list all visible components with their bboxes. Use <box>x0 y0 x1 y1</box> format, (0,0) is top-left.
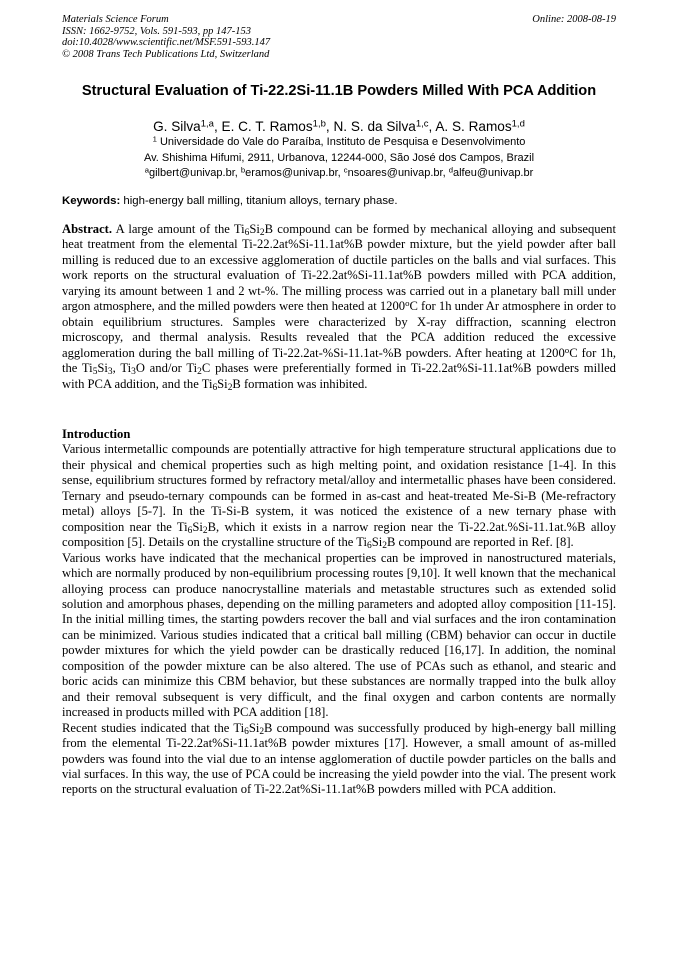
subscript: 6 <box>244 726 249 737</box>
affiliation-line-1: $^1$ Universidade do Vale do Paraíba, Instituto de Pesquisa e Desenvolvimento <box>152 134 526 148</box>
author <box>153 119 214 134</box>
affiliation-line-2: Av. Shishima Hifumi, 2911, Urbanova, 12244-000, São José dos Campos, Brazil <box>143 151 535 164</box>
text-run: B compound can be formed by mechanical alloying and subsequent heat treatment from the elemental Ti-22.2at%Si-11.1at%B powder mixture, but the yield powder after ball milling is reduced due to an excessive agglomeration of ductile particles on the balls and vial surfaces. This work reports on the structural evaluation of Ti-22.2at%Si-11.1at%B powders milled with PCA addition, varying its amount between 1 and 2 wt-%. The milling process was carried out in a planetary ball mill under argon atmosphere, and the milled powders were then heated at 1200 <box>62 222 616 314</box>
subscript: 6 <box>367 541 372 552</box>
subscript: 2 <box>202 525 208 536</box>
author <box>222 119 326 134</box>
author-affil-mark: 1,d <box>511 118 525 130</box>
author-name: A. S. Ramos <box>435 119 512 134</box>
keywords-text: high-energy ball milling, titanium alloys, ternary phase. <box>123 195 398 207</box>
text-run: , Ti <box>112 361 132 376</box>
issn-line: ISSN: 1662-9752, Vols. 591-593, pp 147-153 <box>62 25 251 37</box>
text-run: Si <box>97 361 108 376</box>
author-affil-mark: 1,b <box>312 118 326 130</box>
text-run: C for 1h, the Ti <box>62 345 617 376</box>
text-run: B formation was inhibited. <box>232 376 368 391</box>
text-run: B compound was successfully produced by high-energy ball milling from the elemental Ti-22.2at%Si-11.1at%B powder mixtures [17]. However, a small amount of as-milled powders was found into the vial due to an intense agglomeration of ductile powder particles on the balls and vial surfaces. In this way, the use of PCA could be increasing the yield powder into the vial. The present work reports on the structural evaluation of Ti-22.2at%Si-11.1at%B powders milled with PCA addition. <box>62 720 616 797</box>
intro-paragraph <box>62 551 616 721</box>
author-name: E. C. T. Ramos <box>221 119 313 134</box>
journal-name: Materials Science Forum <box>62 14 169 25</box>
email-address: alfeu@univap.br <box>453 167 534 179</box>
text-run: C for 1h under Ar atmosphere in order to obtain equilibrium structures. Samples were characterized by X-ray diffraction, scanning electron microscopy, and thermal analysis. Results revealed that the PCA addition reduced the excessive agglomeration during the ball milling of Ti-22.2at-%Si-11.1at-%B powders. After heating at 1200 <box>62 299 616 360</box>
text-run: Si <box>192 519 203 534</box>
author <box>435 119 525 134</box>
journal-header <box>62 14 616 60</box>
text-run: Si <box>371 535 383 550</box>
intro-paragraph <box>62 442 616 550</box>
superscript: o <box>564 344 570 355</box>
keywords-line <box>62 194 616 208</box>
text-run: C phases were preferentially formed in Ti-22.2at%Si-11.1at%B powders milled with PCA addition, and the Ti <box>62 361 616 391</box>
subscript: 5 <box>92 366 98 377</box>
affiliation-block <box>62 135 616 182</box>
abstract-label: Abstract. <box>62 222 113 236</box>
paper-title: Structural Evaluation of Ti-22.2Si-11.1B Powders Milled With PCA Addition <box>81 83 597 99</box>
subscript: 2 <box>382 541 387 552</box>
abstract-text <box>62 222 616 391</box>
text-run: B, which it exists in a narrow region near the Ti-22.2at.%Si-11.1at.%B alloy composition [5]. Details on the crystalline structure of the Ti <box>62 519 616 550</box>
affiliation-number: 1 <box>152 134 157 144</box>
section-heading: Introduction <box>62 427 131 441</box>
author-affil-mark: 1,a <box>200 118 214 130</box>
doi-line: doi:10.4028/www.scientific.net/MSF.591-593.147 <box>62 37 271 49</box>
text-run: Si <box>248 720 260 735</box>
text-run: Various works have indicated that the mechanical properties can be improved in nanostructured materials, which are normally produced by non-equilibrium processing routes [9,10]. It well known that the mechanical alloying process can produce nanocrystalline materials and metastable structures such as extended solid solution and amorphous phases, depending on the milling parameters and adopted alloy composition [11-15]. In the initial milling times, the starting powders recover the ball and vial surfaces and the iron contamination can be minimized. Various studies indicated that a critical ball milling (CBM) behavior can occur in ductile powder mixtures for which the yield powder can be drastically reduced [16,17]. In addition, the nominal composition of the powder mixture can be also altered. The use of PCAs such as ethanol, and stearic and boric acids can minimize this CBM behavior, but these substances are normally trapped into the bulk alloy and their removal subsequent is very difficult, and the final oxygen and carbon contents are normally increased in products milled with PCA addition [18]. <box>62 550 616 720</box>
text-run: Si <box>249 222 260 236</box>
superscript: o <box>405 298 410 309</box>
introduction-section <box>62 427 616 798</box>
email-line: $^a$gilbert@univap.br, $^b$eramos@univap.br, $^c$nsoares@univap.br, $^d$alfeu@univap.br <box>144 165 534 179</box>
copyright-line: © 2008 Trans Tech Publications Ltd, Switzerland <box>62 48 270 60</box>
subscript: 2 <box>197 366 202 377</box>
intro-paragraph <box>62 721 616 798</box>
email-address: eramos@univap.br <box>245 167 338 179</box>
text-run: B compound are reported in Ref. [8]. <box>386 535 574 550</box>
text-run: Various intermetallic compounds are potentially attractive for high temperature structural applications due to their physical and chemical properties such as high melting point, and oxidation resistance [1-4]. In this sense, equilibrium structures formed by refractory metal/alloy and intermetallic phases have been considered. Ternary and pseudo-ternary compounds can be formed in as-cast and heat-treated Me-Si-B (Me-refractory metal) alloys [5-7]. In the Ti-Si-B system, it was noticed the existence of a new ternary phase with composition near the Ti <box>62 442 616 534</box>
author-name: G. Silva <box>153 119 201 134</box>
keywords-label: Keywords: <box>62 195 121 207</box>
text-run: O and/or Ti <box>135 361 198 376</box>
author-list: G. Silva$^{1,a}$, E. C. T. Ramos$^{1,b}$, N. S. da Silva$^{1,c}$, A. S. Ramos$^{1,d}$ <box>153 118 525 134</box>
subscript: 3 <box>131 366 136 377</box>
text-run: A large amount of the Ti <box>115 222 245 236</box>
subscript: 2 <box>259 227 265 238</box>
text-run: Recent studies indicated that the Ti <box>62 720 245 735</box>
author-affil-mark: 1,c <box>415 118 429 130</box>
subscript: 2 <box>259 726 265 737</box>
text-run: Si <box>217 376 228 391</box>
subscript: 2 <box>227 382 233 393</box>
subscript: 6 <box>212 382 218 393</box>
online-date: Online: 2008-08-19 <box>532 14 616 25</box>
subscript: 6 <box>187 525 193 536</box>
subscript: 3 <box>107 366 113 377</box>
author-name: N. S. da Silva <box>333 119 416 134</box>
author <box>333 119 428 134</box>
subscript: 6 <box>244 227 250 238</box>
email-address: gilbert@univap.br <box>148 167 235 179</box>
abstract-paragraph <box>62 222 616 392</box>
email-address: nsoares@univap.br <box>347 167 443 179</box>
